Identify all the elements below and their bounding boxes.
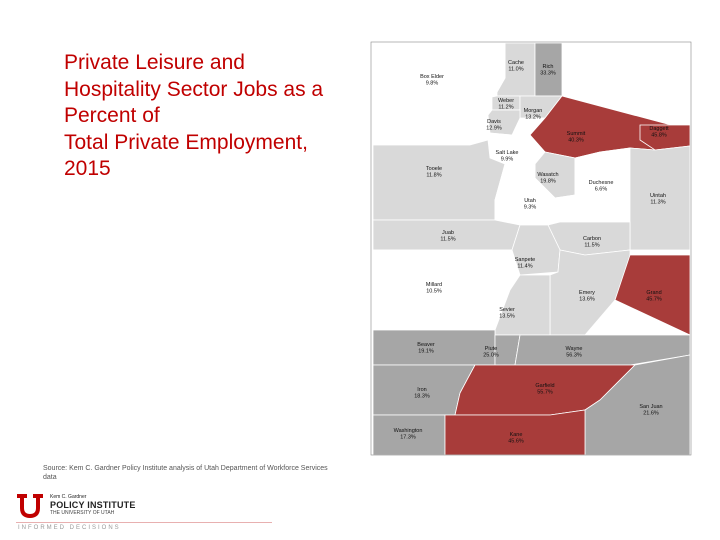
county-label-wasatch [537, 172, 558, 185]
county-name: Davis [487, 119, 501, 125]
county-value: 11.8% [426, 172, 442, 179]
county-value: 25.0% [483, 352, 499, 359]
county-value: 12.9% [486, 125, 502, 132]
county-name: Uintah [650, 193, 666, 199]
county-tooele [373, 140, 505, 220]
county-name: Tooele [425, 166, 443, 172]
logo-institute-name: POLICY INSTITUTE [50, 500, 136, 510]
county-name: Grand [646, 290, 662, 296]
university-u-logo-icon [16, 493, 44, 519]
county-name: Wayne [565, 346, 583, 352]
county-value: 9.9% [500, 156, 514, 163]
county-label-weber [498, 98, 514, 111]
source-note: Source: Kem C. Gardner Policy Institute analysis of Utah Department of Workforce Services data [43, 465, 328, 481]
county-value: 10.5% [426, 288, 442, 295]
county-label-juab [440, 230, 455, 243]
county-value: 21.6% [643, 410, 659, 417]
county-name: Salt Lake [495, 150, 519, 156]
county-label-emery [579, 290, 595, 303]
county-name: Summit [566, 131, 586, 137]
county-label-davis [486, 119, 502, 132]
county-name: Washington [393, 428, 423, 434]
county-value: 13.5% [499, 313, 515, 320]
county-value: 45.6% [508, 438, 524, 445]
county-value: 6.6% [594, 186, 608, 193]
county-value: 45.7% [646, 296, 662, 303]
title-line: 2015 [64, 157, 111, 180]
county-label-garfield [535, 383, 554, 396]
county-label-summit [567, 131, 586, 144]
county-name: Garfield [535, 383, 555, 389]
county-value: 45.8% [651, 132, 667, 139]
county-value: 11.0% [508, 66, 524, 73]
county-value: 18.3% [414, 393, 430, 400]
county-label-piute [483, 346, 499, 359]
title-line: Total Private Employment, [64, 130, 308, 154]
logo-tagline: INFORMED DECISIONS [18, 525, 121, 531]
county-value: 19.8% [540, 178, 556, 185]
county-millard [373, 250, 512, 330]
county-name: Juab [442, 230, 454, 236]
policy-institute-logo [16, 493, 276, 533]
county-value: 13.6% [579, 296, 595, 303]
county-label-sevier [499, 307, 515, 320]
county-name: Sevier [499, 307, 515, 313]
county-name: Carbon [582, 236, 602, 242]
county-label-grand [646, 290, 662, 303]
county-box-elder [373, 43, 505, 145]
county-name: Daggett [649, 126, 669, 132]
county-name: Utah [524, 198, 536, 204]
county-label-utah [524, 198, 537, 211]
county-value: 33.3% [540, 70, 556, 77]
county-value: 11.4% [517, 263, 533, 270]
county-label-wayne [566, 346, 583, 359]
county-name: Cache [508, 60, 524, 66]
county-value: 17.3% [400, 434, 416, 441]
county-value: 13.2% [525, 114, 541, 121]
county-value: 11.5% [440, 236, 456, 243]
title-line: Percent of [64, 104, 160, 127]
logo-university-text: THE UNIVERSITY OF UTAH [50, 510, 115, 516]
utah-county-map [369, 41, 693, 457]
title-line: Private Leisure and [64, 51, 245, 74]
county-name: Weber [497, 98, 515, 104]
logo-divider [16, 522, 272, 523]
county-value: 9.3% [523, 204, 537, 211]
county-value: 9.8% [425, 80, 439, 87]
county-name: Iron [417, 387, 427, 393]
logo-small-text: Kem C. Gardner [50, 494, 87, 500]
county-name: Emery [579, 290, 595, 296]
county-name: Morgan [523, 108, 543, 114]
county-name: Rich [542, 64, 554, 70]
county-value: 11.5% [584, 242, 600, 249]
county-value: 11.3% [650, 199, 666, 206]
county-label-tooele [426, 166, 442, 179]
county-label-uintah [650, 193, 666, 206]
county-name: Piute [484, 346, 498, 352]
county-name: Wasatch [537, 172, 559, 178]
county-name: Duchesne [588, 180, 614, 186]
county-value: 11.2% [498, 104, 514, 111]
county-value: 55.7% [537, 389, 553, 396]
county-label-cache [508, 60, 524, 73]
county-value: 19.1% [418, 348, 434, 355]
map-title [64, 50, 364, 183]
county-value: 40.3% [568, 137, 584, 144]
county-name: Box Elder [420, 74, 444, 80]
county-name: San Juan [639, 404, 663, 410]
county-label-kane [508, 432, 524, 445]
county-value: 56.3% [566, 352, 582, 359]
county-name: Millard [425, 282, 443, 288]
county-label-beaver [417, 342, 435, 355]
county-label-carbon [583, 236, 601, 249]
county-name: Kane [509, 432, 523, 438]
title-line: Hospitality Sector Jobs as a [64, 77, 324, 101]
county-label-sanpete [515, 257, 536, 270]
county-label-millard [426, 282, 442, 295]
county-label-morgan [524, 108, 543, 121]
county-label-daggett [649, 126, 669, 139]
county-name: Beaver [417, 342, 435, 348]
county-name: Sanpete [514, 257, 536, 263]
